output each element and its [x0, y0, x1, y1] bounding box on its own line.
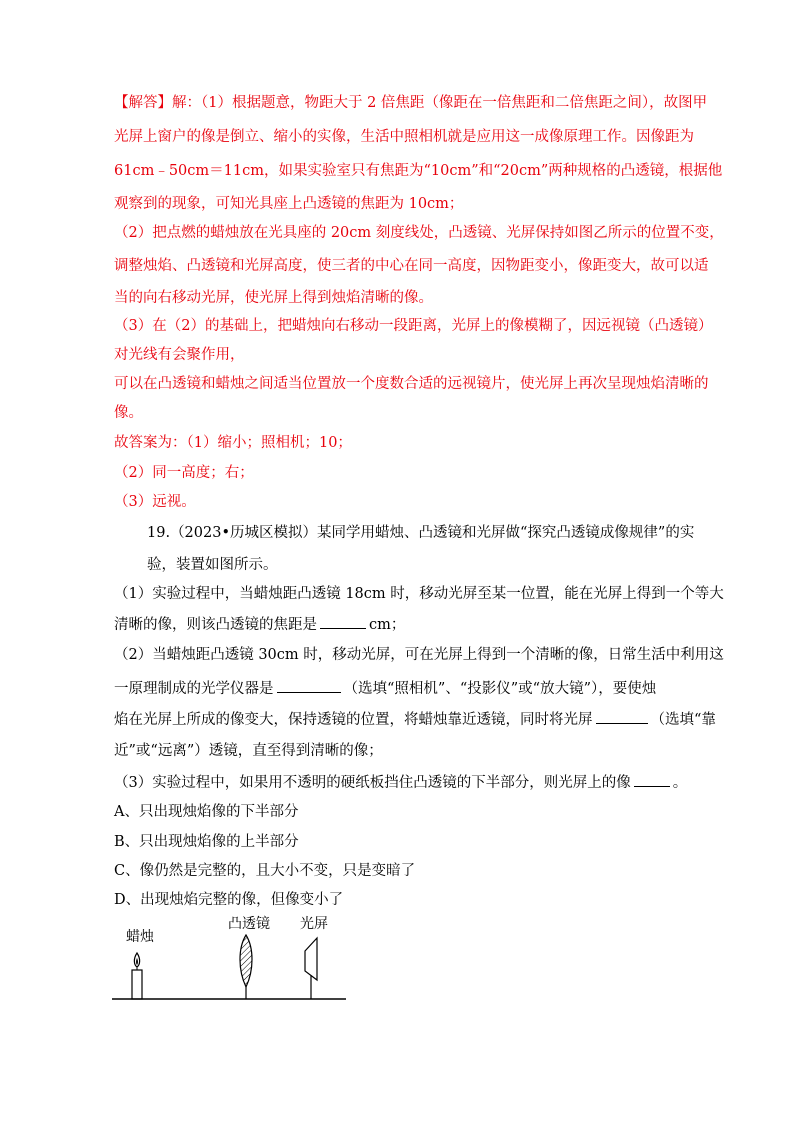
- answer-line-9: 对光线有会聚作用，: [114, 347, 245, 363]
- option-b[interactable]: B、只出现烛焰像的上半部分: [114, 834, 299, 850]
- answer-line-8: （3）在（2）的基础上，把蜡烛向右移动一段距离，光屏上的像模糊了，因远视镜（凸透镜）: [114, 318, 713, 334]
- option-a[interactable]: A、只出现烛焰像的下半部分: [114, 804, 299, 820]
- answer-line-7: 当的向右移动光屏，使光屏上得到烛焰清晰的像。: [114, 290, 433, 306]
- part3-line: （3）实验过程中，如果用不透明的硬纸板挡住凸透镜的下半部分，则光屏上的像 。: [114, 772, 687, 793]
- question-intro-line-2: 验，装置如图所示。: [147, 557, 278, 573]
- question-intro: （2023•历城区模拟）某同学用蜡烛、凸透镜和光屏做“探究凸透镜成像规律”的实: [170, 525, 695, 541]
- optical-bench-diagram: [112, 908, 352, 1008]
- candle-label: 蜡烛: [126, 929, 154, 945]
- answer-blank-image-choice[interactable]: [634, 772, 670, 787]
- answer-line-11: 像。: [114, 405, 143, 421]
- answer-line-10: 可以在凸透镜和蜡烛之间适当位置放一个度数合适的远视镜片，使光屏上再次呈现烛焰清晰的: [114, 376, 709, 392]
- answer-blank-focal-length[interactable]: [320, 614, 366, 629]
- part2-line-3: 焰在光屏上所成的像变大，保持透镜的位置，将蜡烛靠近透镜，同时将光屏 （选填“靠: [114, 709, 716, 730]
- answer-blank-screen-direction[interactable]: [596, 709, 648, 724]
- convex-lens-icon: [240, 935, 252, 999]
- answer-tag: 【解答】: [114, 95, 172, 111]
- answer-line-4: 观察到的现象，可知光具座上凸透镜的焦距为 10cm；: [114, 196, 464, 212]
- part2-line-4: 近”或“远离”）透镜，直至得到清晰的像；: [114, 743, 383, 759]
- option-d[interactable]: D、出现烛焰完整的像，但像变小了: [114, 892, 344, 908]
- answer-line-2: 光屏上窗户的像是倒立、缩小的实像，生活中照相机就是应用这一成像原理工作。因像距为: [114, 129, 694, 145]
- question-intro-line-1: [147, 523, 694, 543]
- answer-blank-instrument[interactable]: [277, 678, 341, 693]
- screen-icon: [305, 938, 317, 999]
- answer-line-3: 61cm﹣50cm＝11cm，如果实验室只有焦距为“10cm”和“20cm”两种规格的凸透镜，根据他: [114, 163, 723, 179]
- answer-line-6: 调整烛焰、凸透镜和光屏高度，使三者的中心在同一高度，因物距变小，像距变大，故可以适: [114, 258, 709, 274]
- answer-line-13: （2）同一高度；右；: [114, 465, 254, 481]
- part1-line-1: （1）实验过程中，当蜡烛距凸透镜 18cm 时，移动光屏至某一位置，能在光屏上得到一个等大: [114, 586, 724, 602]
- answer-line-12: 故答案为：（1）缩小；照相机；10；: [114, 435, 352, 451]
- answer-line-14: （3）远视。: [114, 494, 196, 510]
- option-c[interactable]: C、像仍然是完整的，且大小不变，只是变暗了: [114, 863, 416, 879]
- part2-line-2: 一原理制成的光学仪器是 （选填“照相机”、“投影仪”或“放大镜”），要使烛: [114, 678, 656, 699]
- candle-icon: [132, 953, 142, 999]
- answer-text: 解：（1）根据题意，物距大于 2 倍焦距（像距在一倍焦距和二倍焦距之间），故图甲: [172, 95, 708, 111]
- part2-line-1: （2）当蜡烛距凸透镜 30cm 时，移动光屏，可在光屏上得到一个清晰的像，日常生活中利用这: [114, 647, 724, 663]
- question-number: 19.: [147, 525, 171, 541]
- answer-line-5: （2）把点燃的蜡烛放在光具座的 20cm 刻度线处，凸透镜、光屏保持如图乙所示的位置不变，: [114, 225, 724, 241]
- answer-line-1: [114, 93, 707, 113]
- part1-line-2: 清晰的像，则该凸透镜的焦距是 cm；: [114, 614, 405, 635]
- screen-label: 光屏: [300, 916, 328, 932]
- lens-label: 凸透镜: [228, 916, 270, 932]
